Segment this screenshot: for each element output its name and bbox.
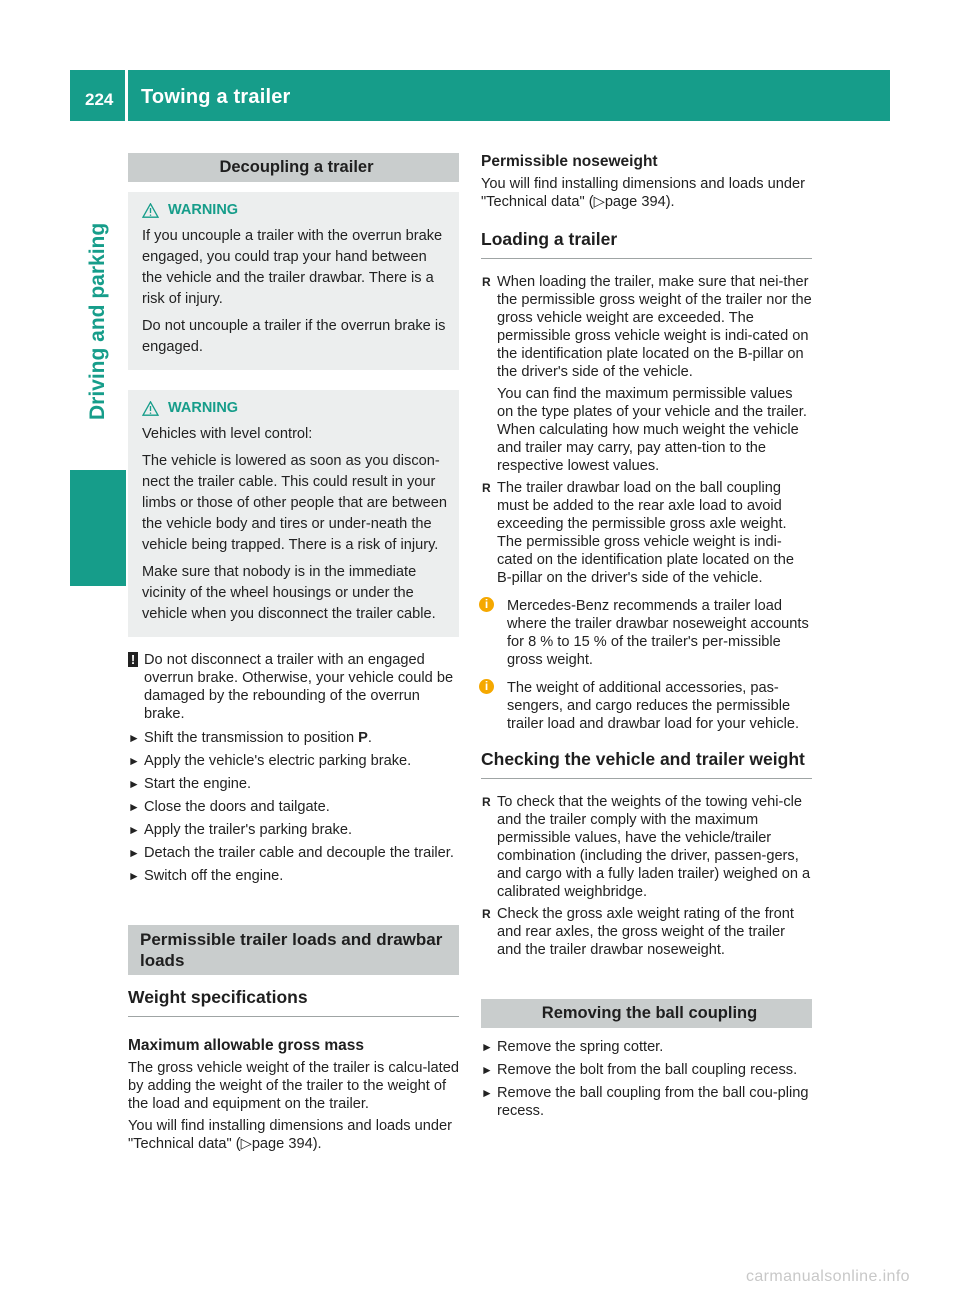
list-text: Check the gross axle weight rating of the front and rear axles, the gross weight of the trailer and the trailer drawbar noseweight. bbox=[497, 906, 794, 958]
list-item bbox=[481, 479, 812, 587]
max-gross-heading: Maximum allowable gross mass bbox=[128, 1037, 365, 1054]
step-arrow-icon: ► bbox=[481, 1063, 493, 1077]
step-text: Start the engine. bbox=[144, 776, 252, 792]
step-arrow-icon: ► bbox=[128, 754, 140, 768]
step-arrow-icon: ► bbox=[128, 823, 140, 837]
info-note bbox=[481, 597, 812, 669]
warning-text: Make sure that nobody is in the immediate vicinity of the wheel housings or under the vehicle when you disconnect the trailer cable. bbox=[142, 564, 436, 622]
warning-text: Vehicles with level control: bbox=[142, 426, 313, 442]
page-number: 224 bbox=[85, 90, 114, 109]
warning-text: If you uncouple a trailer with the overrun brake engaged, you could trap your hand between the vehicle and the trailer drawbar. There is a risk of injury. bbox=[142, 228, 443, 307]
bullet-icon: R bbox=[482, 907, 491, 921]
step-arrow-icon: ► bbox=[128, 846, 140, 860]
step-text: Remove the spring cotter. bbox=[497, 1039, 664, 1055]
info-icon: i bbox=[479, 597, 494, 612]
noseweight-ref bbox=[481, 175, 812, 211]
warning-label: WARNING bbox=[168, 400, 239, 416]
step-text: Apply the vehicle's electric parking brake. bbox=[144, 753, 412, 769]
max-gross-ref bbox=[128, 1117, 459, 1153]
notice-text: Do not disconnect a trailer with an engaged overrun brake. Otherwise, your vehicle could be damaged by the rebounding of the overrun brake. bbox=[144, 652, 454, 722]
section-tab-marker bbox=[70, 470, 126, 586]
step-item bbox=[481, 1061, 812, 1079]
info-note bbox=[481, 679, 812, 733]
damage-notice bbox=[128, 651, 459, 723]
bullet-icon: R bbox=[482, 275, 491, 289]
page-ref-arrow-icon: ▷ bbox=[240, 1136, 252, 1152]
list-item bbox=[481, 905, 812, 959]
step-item bbox=[481, 1084, 812, 1120]
warning-label: WARNING bbox=[168, 202, 239, 218]
step-item bbox=[128, 775, 459, 793]
loading-heading: Loading a trailer bbox=[481, 229, 812, 259]
info-icon: i bbox=[479, 679, 494, 694]
step-text: Detach the trailer cable and decouple the trailer. bbox=[144, 845, 454, 861]
list-text: To check that the weights of the towing vehi-cle and the trailer comply with the maximum permissible values, have the vehicle/trailer combination (including the driver, passen-gers, and cargo with a fully laden trailer) weighed on a calibrated weighbridge. bbox=[497, 794, 811, 900]
step-arrow-icon: ► bbox=[481, 1086, 493, 1100]
chapter-title: Towing a trailer bbox=[141, 86, 291, 108]
step-arrow-icon: ► bbox=[128, 731, 140, 745]
step-item bbox=[128, 821, 459, 839]
info-text: Mercedes-Benz recommends a trailer load where the trailer drawbar noseweight accounts for 8 % to 15 % of the trailer's per-missible gross weight. bbox=[507, 598, 809, 668]
step-item bbox=[128, 867, 459, 885]
warning-triangle-icon bbox=[142, 203, 159, 218]
step-text: Remove the bolt from the ball coupling recess. bbox=[497, 1062, 798, 1078]
step-text: Switch off the engine. bbox=[144, 868, 284, 884]
ref-text: You will find installing dimensions and loads under "Technical data" ( bbox=[128, 1118, 452, 1152]
list-item bbox=[481, 273, 812, 475]
warning-box bbox=[128, 390, 459, 637]
page-ref-link[interactable]: page 394 bbox=[604, 194, 666, 210]
warning-text: Do not uncouple a trailer if the overrun brake is engaged. bbox=[142, 318, 446, 355]
page-ref-arrow-icon: ▷ bbox=[593, 194, 605, 210]
step-item bbox=[128, 798, 459, 816]
step-arrow-icon: ► bbox=[128, 777, 140, 791]
step-text-end: . bbox=[367, 730, 372, 746]
watermark: carmanualsonline.info bbox=[745, 1268, 910, 1285]
page-ref-link[interactable]: page 394 bbox=[251, 1136, 313, 1152]
warning-heading bbox=[142, 400, 451, 416]
warning-triangle-icon bbox=[142, 401, 159, 416]
list-item bbox=[481, 793, 812, 901]
step-item bbox=[481, 1038, 812, 1056]
step-item bbox=[128, 844, 459, 862]
step-text: Apply the trailer's parking brake. bbox=[144, 822, 353, 838]
right-column bbox=[481, 153, 812, 1125]
ref-text: You will find installing dimensions and loads under "Technical data" ( bbox=[481, 176, 805, 210]
checking-heading: Checking the vehicle and trailer weight bbox=[481, 749, 812, 779]
step-arrow-icon: ► bbox=[128, 869, 140, 883]
section-tab-label: Driving and parking bbox=[86, 222, 109, 420]
warning-box bbox=[128, 192, 459, 370]
section-banner-removing: Removing the ball coupling bbox=[481, 999, 812, 1028]
gear-position: P bbox=[358, 730, 368, 746]
section-banner-decoupling: Decoupling a trailer bbox=[128, 153, 459, 182]
ref-text-end: ). bbox=[665, 194, 675, 210]
step-arrow-icon: ► bbox=[128, 800, 140, 814]
ref-text-end: ). bbox=[312, 1136, 322, 1152]
step-item bbox=[128, 729, 459, 747]
step-text: Remove the ball coupling from the ball cou-pling recess. bbox=[497, 1085, 809, 1119]
step-text: Shift the transmission to position bbox=[144, 730, 359, 746]
info-text: The weight of additional accessories, pas-sengers, and cargo reduces the permissible trailer load and drawbar load for your vehicle. bbox=[507, 680, 800, 732]
warning-heading bbox=[142, 202, 451, 218]
step-item bbox=[128, 752, 459, 770]
noseweight-heading: Permissible noseweight bbox=[481, 153, 658, 170]
step-text: Close the doors and tailgate. bbox=[144, 799, 330, 815]
bullet-icon: R bbox=[482, 795, 491, 809]
max-gross-text: The gross vehicle weight of the trailer is calcu-lated by adding the weight of the trailer to the weight of the load and equipment on the trailer. bbox=[128, 1060, 459, 1112]
header-divider bbox=[125, 70, 128, 121]
bullet-icon: R bbox=[482, 481, 491, 495]
list-text: When loading the trailer, make sure that nei-ther the permissible gross weight of the trailer nor the gross vehicle weight are exceeded. The permissible gross vehicle weight is indi-cated on the identification plate located on the B-pillar on the driver's side of the vehicle. bbox=[497, 274, 812, 380]
exclamation-icon: ! bbox=[128, 652, 138, 667]
section-banner-loads: Permissible trailer loads and drawbar loads bbox=[128, 925, 459, 975]
left-column bbox=[128, 153, 459, 1157]
list-text: You can find the maximum permissible values on the type plates of your vehicle and the trailer. When calculating how much weight the vehicle and trailer may carry, pay atten-tion to the respective lowest values. bbox=[497, 386, 807, 474]
warning-text: The vehicle is lowered as soon as you discon-nect the trailer cable. This could result in your limbs or those of other people that are between the vehicle body and tires or under-neath the vehicle being trapped. There is a risk of injury. bbox=[142, 453, 448, 553]
weight-spec-heading: Weight specifications bbox=[128, 987, 459, 1017]
step-arrow-icon: ► bbox=[481, 1040, 493, 1054]
list-text: The trailer drawbar load on the ball coupling must be added to the rear axle load to avoid exceeding the permissible gross axle weight. The permissible gross vehicle weight is indi-cated on the identification plate located on the B-pillar on the driver's side of the vehicle. bbox=[497, 480, 794, 586]
